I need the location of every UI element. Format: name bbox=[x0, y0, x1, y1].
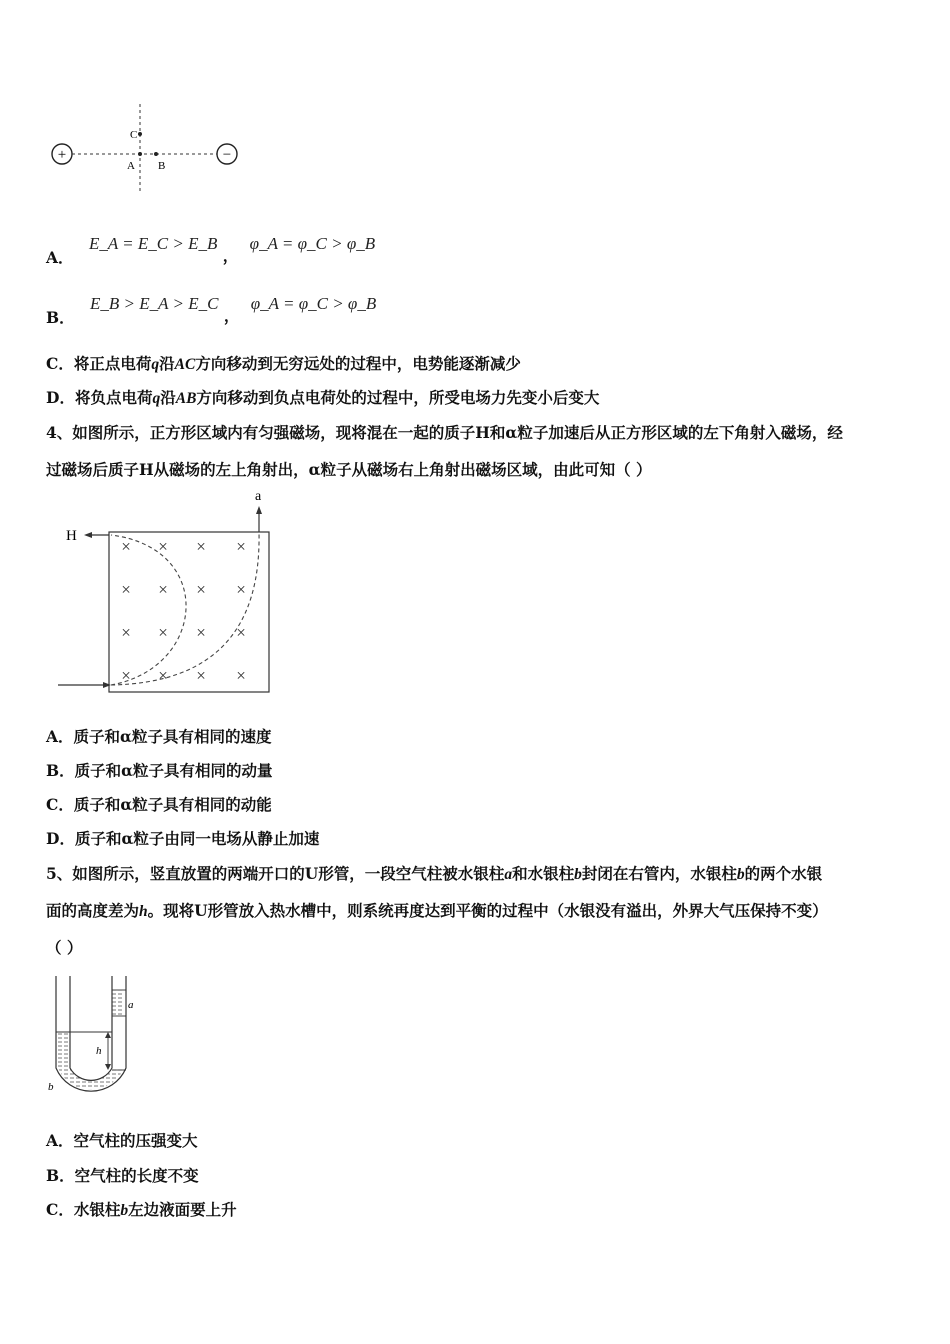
point-c-label: C bbox=[130, 129, 138, 141]
q5-option-c[interactable]: C．水银柱b左边液面要上升 bbox=[46, 1200, 237, 1219]
h-label: h bbox=[96, 1045, 102, 1057]
field-cross-0-0: × bbox=[121, 537, 131, 556]
q4-option-d[interactable]: D．质子和α粒子由同一电场从静止加速 bbox=[46, 829, 320, 848]
field-cross-1-2: × bbox=[196, 580, 206, 599]
q3-option-a[interactable]: A． E_A = E_C > E_B ， φ_A = φ_C > φ_B bbox=[46, 234, 376, 267]
q3-option-a-expr2: φ_A = φ_C > φ_B bbox=[249, 234, 376, 253]
field-cross-3-2: × bbox=[196, 666, 206, 685]
field-cross-2-0: × bbox=[121, 623, 131, 642]
u-tube-figure bbox=[46, 972, 146, 1112]
field-cross-2-2: × bbox=[196, 623, 206, 642]
q4-stem-line2: 过磁场后质子H从磁场的左上角射出，α粒子从磁场右上角射出磁场区域，由此可知（ ） bbox=[46, 460, 652, 479]
point-b-label: B bbox=[158, 160, 166, 172]
charge-figure bbox=[44, 100, 244, 195]
field-cross-2-3: × bbox=[236, 623, 246, 642]
proton-label: H bbox=[66, 528, 77, 544]
field-cross-0-2: × bbox=[196, 537, 206, 556]
field-cross-1-1: × bbox=[158, 580, 168, 599]
field-cross-3-1: × bbox=[158, 666, 168, 685]
q4-option-b[interactable]: B．质子和α粒子具有相同的动量 bbox=[46, 761, 273, 780]
q3-option-b[interactable]: B． E_B > E_A > E_C ， φ_A = φ_C > φ_B bbox=[46, 294, 377, 327]
q4-option-a[interactable]: A．质子和α粒子具有相同的速度 bbox=[46, 727, 272, 746]
field-cross-0-1: × bbox=[158, 537, 168, 556]
magnetic-field-figure bbox=[56, 488, 276, 698]
q3-option-b-expr1: E_B > E_A > E_C bbox=[90, 294, 219, 313]
field-cross-3-0: × bbox=[121, 666, 131, 685]
q5-stem-line2: 面的高度差为h。现将U形管放入热水槽中，则系统再度达到平衡的过程中（水银没有溢出，外界大气压保持不变） bbox=[46, 901, 828, 920]
q4-stem-line1: 4、如图所示，正方形区域内有匀强磁场，现将混在一起的质子H和α粒子加速后从正方形区域的左下角射入磁场，经 bbox=[46, 423, 843, 442]
q4-option-c[interactable]: C．质子和α粒子具有相同的动能 bbox=[46, 795, 272, 814]
b-label: b bbox=[48, 1081, 54, 1093]
field-cross-2-1: × bbox=[158, 623, 168, 642]
q3-option-b-expr2: φ_A = φ_C > φ_B bbox=[250, 294, 377, 313]
a-label: a bbox=[128, 999, 134, 1011]
field-cross-1-3: × bbox=[236, 580, 246, 599]
q3-option-d[interactable]: D．将负点电荷q沿AB方向移动到负点电荷处的过程中，所受电场力先变小后变大 bbox=[46, 388, 600, 407]
q3-option-a-expr1: E_A = E_C > E_B bbox=[88, 234, 218, 253]
q5-option-a[interactable]: A．空气柱的压强变大 bbox=[46, 1131, 198, 1150]
q5-stem-line3: （ ） bbox=[46, 938, 83, 957]
plus-charge-label: + bbox=[57, 147, 67, 163]
point-a-label: A bbox=[127, 160, 135, 172]
q5-stem-line1: 5、如图所示，竖直放置的两端开口的U形管，一段空气柱被水银柱a和水银柱b封闭在右管内，水银柱b的两个水银 bbox=[46, 864, 823, 883]
q5-option-b[interactable]: B．空气柱的长度不变 bbox=[46, 1166, 199, 1185]
field-cross-3-3: × bbox=[236, 666, 246, 685]
field-cross-1-0: × bbox=[121, 580, 131, 599]
field-cross-0-3: × bbox=[236, 537, 246, 556]
minus-charge-label: − bbox=[222, 147, 232, 163]
alpha-label: a bbox=[255, 489, 262, 504]
q3-option-c[interactable]: C．将正点电荷q沿AC方向移动到无穷远处的过程中，电势能逐渐减少 bbox=[46, 354, 521, 373]
